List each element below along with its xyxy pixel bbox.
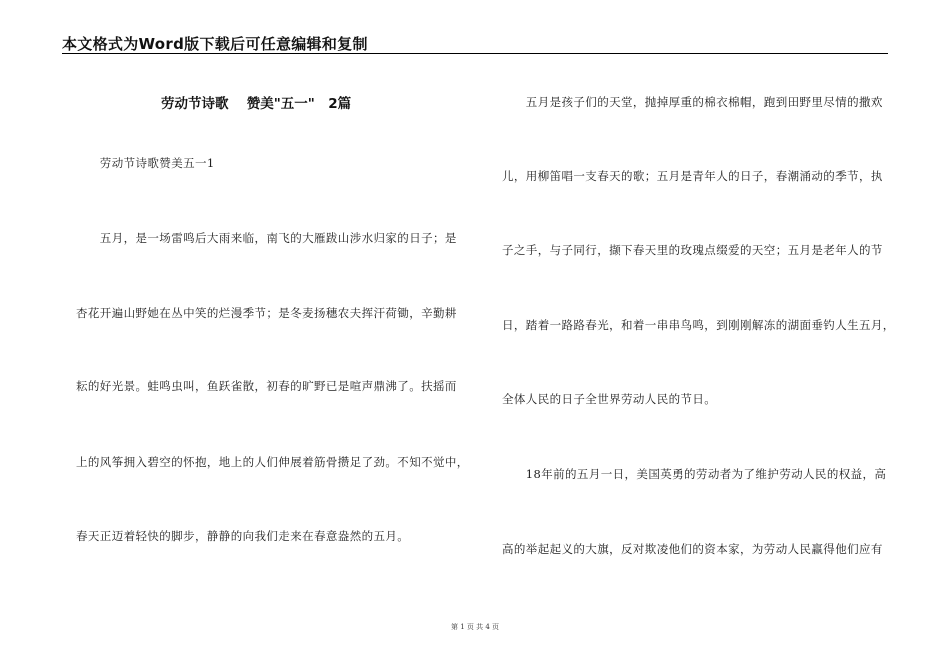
page-number-footer: 第 1 页 共 4 页 bbox=[450, 623, 500, 631]
paragraph-line: 五月，是一场雷鸣后大雨来临，南飞的大雁跋山涉水归家的日子；是 bbox=[76, 231, 457, 245]
paragraph-line: 上的风筝拥入碧空的怀抱，地上的人们伸展着筋骨攒足了劲。不知不觉中， bbox=[76, 455, 469, 469]
document-title: 劳动节诗歌 赞美"五一" 2篇 bbox=[161, 96, 352, 112]
paragraph-line: 高的举起起义的大旗，反对欺凌他们的资本家，为劳动人民赢得他们应有 bbox=[502, 542, 883, 556]
paragraph-line: 耘的好光景。蛙鸣虫叫，鱼跃雀散，初春的旷野已是喧声鼎沸了。扶摇而 bbox=[76, 379, 457, 393]
paragraph-line: 子之手，与子同行，撷下春天里的玫瑰点缀爱的天空；五月是老年人的节 bbox=[502, 243, 883, 257]
header-divider bbox=[62, 53, 888, 54]
document-header-title: 本文格式为Word版下载后可任意编辑和复制 bbox=[62, 35, 368, 53]
paragraph-line: 日，踏着一路路春光，和着一串串鸟鸣，到刚刚解冻的湖面垂钓人生五月， bbox=[502, 318, 895, 332]
paragraph-line: 五月是孩子们的天堂，抛掉厚重的棉衣棉帽，跑到田野里尽情的撒欢 bbox=[502, 95, 883, 109]
paragraph-line: 劳动节诗歌赞美五一1 bbox=[76, 156, 215, 170]
paragraph-line: 杏花开遍山野她在丛中笑的烂漫季节；是冬麦扬穗农夫挥汗荷锄，辛勤耕 bbox=[76, 306, 457, 320]
paragraph-line: 春天正迈着轻快的脚步，静静的向我们走来在春意盎然的五月。 bbox=[76, 529, 410, 543]
paragraph-line: 18年前的五月一日，美国英勇的劳动者为了维护劳动人民的权益，高 bbox=[502, 467, 887, 481]
paragraph-line: 全体人民的日子全世界劳动人民的节日。 bbox=[502, 392, 717, 406]
paragraph-line: 儿，用柳笛唱一支春天的歌；五月是青年人的日子，春潮涌动的季节，执 bbox=[502, 169, 883, 183]
